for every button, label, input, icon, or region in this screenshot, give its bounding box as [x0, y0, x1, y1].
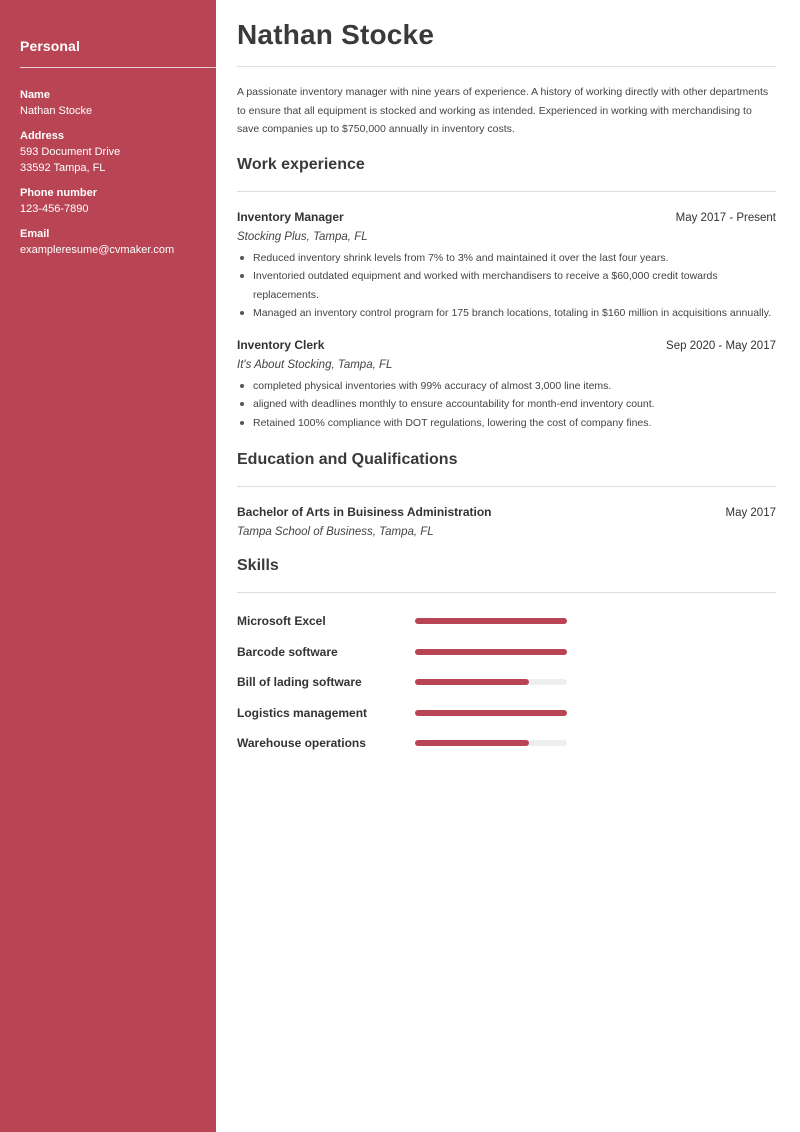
skill-name: Logistics management	[237, 705, 368, 720]
field-value: 123-456-7890	[20, 203, 89, 215]
section-divider	[237, 486, 776, 487]
job-date: May 2017 - Present	[675, 211, 776, 224]
skill-name: Microsoft Excel	[237, 614, 326, 628]
skill-row	[237, 733, 776, 753]
personal-phone-field	[20, 186, 216, 217]
section-title: Education and Qualifications	[237, 451, 458, 468]
skill-level-fill	[415, 740, 529, 746]
sidebar-heading: Personal	[20, 38, 80, 54]
job-bullets	[237, 377, 776, 433]
skill-level-bar	[415, 710, 567, 716]
skill-level-bar	[415, 679, 567, 685]
personal-address-field	[20, 129, 216, 176]
skills-section	[237, 556, 776, 753]
list-item: Managed an inventory control program for 175 branch locations, totaling in $160 million in acquisitions annually.	[237, 304, 776, 323]
work-experience-section	[237, 155, 776, 433]
section-divider	[237, 592, 776, 593]
job-bullets	[237, 249, 776, 323]
resume-main	[237, 0, 776, 764]
field-label: Email	[20, 228, 50, 240]
skill-row	[237, 611, 776, 631]
candidate-name: Nathan Stocke	[237, 19, 435, 50]
skill-level-bar	[415, 618, 567, 624]
skill-level-fill	[415, 649, 567, 655]
skill-row	[237, 642, 776, 662]
list-item: completed physical inventories with 99% accuracy of almost 3,000 line items.	[237, 377, 776, 396]
job-company: Stocking Plus, Tampa, FL	[237, 230, 368, 243]
skills-list	[237, 611, 776, 753]
skill-name: Barcode software	[237, 644, 338, 659]
skill-level-bar	[415, 740, 567, 746]
job-entry	[237, 209, 776, 323]
field-value: 593 Document Drive	[20, 146, 121, 158]
job-title: Inventory Clerk	[237, 337, 325, 352]
list-item: aligned with deadlines monthly to ensure accountability for month-end inventory count.	[237, 395, 776, 414]
personal-email-field	[20, 227, 216, 258]
sidebar-divider	[20, 67, 216, 68]
header-divider	[237, 66, 776, 67]
degree-title: Bachelor of Arts in Buisiness Administration	[237, 505, 492, 519]
field-label: Phone number	[20, 187, 98, 199]
email-link[interactable]: exampleresume@cvmaker.com	[20, 244, 175, 256]
education-section	[237, 450, 776, 540]
field-value: 33592 Tampa, FL	[20, 162, 106, 174]
job-title: Inventory Manager	[237, 209, 344, 224]
job-date: Sep 2020 - May 2017	[666, 339, 776, 352]
list-item: Retained 100% compliance with DOT regulations, lowering the cost of company fines.	[237, 414, 776, 433]
sidebar	[0, 0, 216, 1132]
skill-row	[237, 672, 776, 692]
skill-level-fill	[415, 679, 529, 685]
list-item: Inventoried outdated equipment and worked with merchandisers to receive a $60,000 credit towards replacements.	[237, 267, 776, 304]
skill-name: Bill of lading software	[237, 675, 362, 689]
job-entry	[237, 337, 776, 433]
school-name: Tampa School of Business, Tampa, FL	[237, 526, 434, 538]
education-date: May 2017	[725, 507, 776, 519]
personal-name-field	[20, 88, 216, 119]
list-item: Reduced inventory shrink levels from 7% to 3% and maintained it over the last four years.	[237, 249, 776, 268]
skill-level-bar	[415, 649, 567, 655]
field-label: Name	[20, 89, 50, 101]
section-divider	[237, 191, 776, 192]
skill-level-fill	[415, 710, 567, 716]
skill-name: Warehouse operations	[237, 736, 366, 750]
field-value: Nathan Stocke	[20, 105, 93, 117]
section-title: Work experience	[237, 155, 365, 173]
profile-summary: A passionate inventory manager with nine years of experience. A history of working directly with other departments to ensure that all equipment is stocked and working as intended. Experienced in working with merchandising to save companies up to $750,000 annually in inventory costs.	[237, 86, 769, 135]
section-title: Skills	[237, 557, 279, 574]
skill-row	[237, 703, 776, 723]
skill-level-fill	[415, 618, 567, 624]
job-company: It's About Stocking, Tampa, FL	[237, 358, 393, 371]
field-label: Address	[20, 130, 65, 142]
education-entry	[237, 504, 776, 540]
